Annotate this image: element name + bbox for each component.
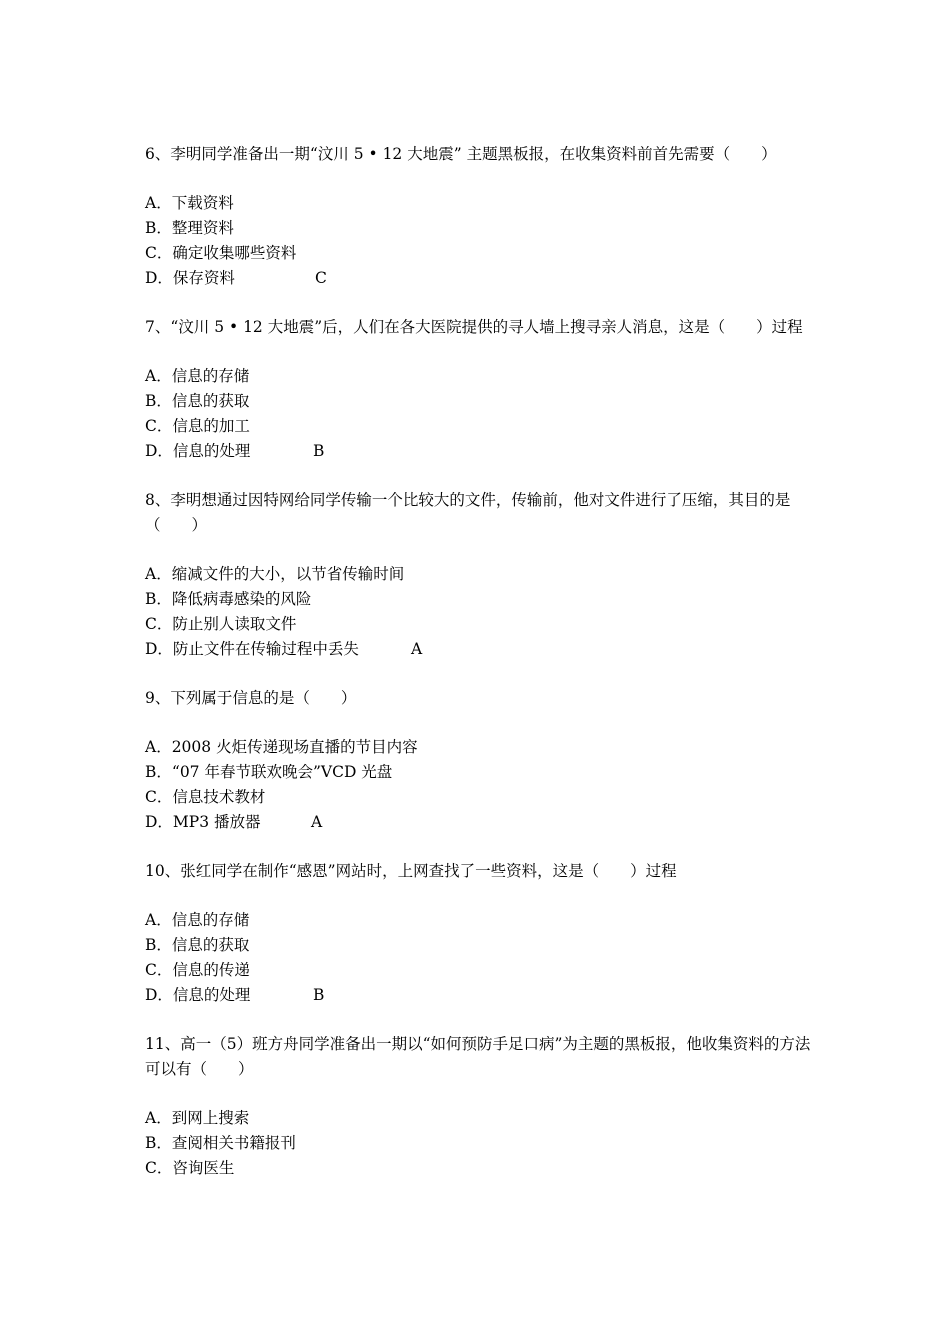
option-label: B．信息的获取 <box>145 392 250 410</box>
option-b <box>145 760 815 785</box>
option-c <box>145 241 815 266</box>
question-list <box>145 142 815 1205</box>
option-label: D．信息的处理 <box>145 986 251 1004</box>
option-label: A．2008 火炬传递现场直播的节目内容 <box>145 738 418 756</box>
question-7 <box>145 315 815 464</box>
answer-key: A <box>411 640 423 658</box>
question-stem: 6、李明同学准备出一期“汶川 5 • 12 大地震” 主题黑板报，在收集资料前首先需要（ ） <box>145 145 777 163</box>
option-label: C．咨询医生 <box>145 1159 235 1177</box>
option-label: D．信息的处理 <box>145 442 251 460</box>
question-stem: 9、下列属于信息的是（ ） <box>145 689 357 707</box>
option-d <box>145 266 815 291</box>
question-stem: 10、张红同学在制作“感恩”网站时，上网查找了一些资料，这是（ ）过程 <box>145 862 677 880</box>
option-d <box>145 810 815 835</box>
option-label: B．“07 年春节联欢晚会”VCD 光盘 <box>145 763 393 781</box>
option-d <box>145 637 815 662</box>
answer-key: A <box>311 813 323 831</box>
option-label: A．到网上搜索 <box>145 1109 250 1127</box>
option-a <box>145 562 815 587</box>
answer-key: B <box>313 986 325 1004</box>
option-label: D．防止文件在传输过程中丢失 <box>145 640 359 658</box>
answer-key: B <box>313 442 325 460</box>
option-label: A．下载资料 <box>145 194 234 212</box>
option-label: D．保存资料 <box>145 269 235 287</box>
option-b <box>145 1131 815 1156</box>
option-label: B．降低病毒感染的风险 <box>145 590 312 608</box>
option-label: B．查阅相关书籍报刊 <box>145 1134 296 1152</box>
option-a <box>145 364 815 389</box>
option-label: D．MP3 播放器 <box>145 813 261 831</box>
question-9 <box>145 686 815 835</box>
option-label: A．信息的存储 <box>145 911 250 929</box>
option-c <box>145 612 815 637</box>
option-c <box>145 1156 815 1181</box>
question-stem: 11、高一（5）班方舟同学准备出一期以“如何预防手足口病”为主题的黑板报，他收集资料的方法可以有（ ） <box>145 1035 811 1078</box>
option-a <box>145 191 815 216</box>
option-b <box>145 933 815 958</box>
option-c <box>145 414 815 439</box>
option-label: B．信息的获取 <box>145 936 250 954</box>
option-d <box>145 983 815 1008</box>
option-label: C．防止别人读取文件 <box>145 615 297 633</box>
option-c <box>145 785 815 810</box>
option-label: C．信息的加工 <box>145 417 250 435</box>
option-b <box>145 587 815 612</box>
option-a <box>145 735 815 760</box>
option-label: C．信息技术教材 <box>145 788 266 806</box>
question-stem: 7、“汶川 5 • 12 大地震”后，人们在各大医院提供的寻人墙上搜寻亲人消息，这是（ ）过程 <box>145 318 803 336</box>
option-label: C．确定收集哪些资料 <box>145 244 297 262</box>
question-stem: 8、李明想通过因特网给同学传输一个比较大的文件，传输前，他对文件进行了压缩，其目的是（ ） <box>145 491 791 534</box>
answer-key: C <box>315 269 327 287</box>
question-8 <box>145 488 815 662</box>
question-6 <box>145 142 815 291</box>
option-a <box>145 1106 815 1131</box>
option-label: A．缩减文件的大小，以节省传输时间 <box>145 565 405 583</box>
question-11 <box>145 1032 815 1181</box>
option-d <box>145 439 815 464</box>
option-b <box>145 216 815 241</box>
question-10 <box>145 859 815 1008</box>
option-c <box>145 958 815 983</box>
option-label: A．信息的存储 <box>145 367 250 385</box>
option-b <box>145 389 815 414</box>
option-label: C．信息的传递 <box>145 961 250 979</box>
option-label: B．整理资料 <box>145 219 234 237</box>
option-a <box>145 908 815 933</box>
